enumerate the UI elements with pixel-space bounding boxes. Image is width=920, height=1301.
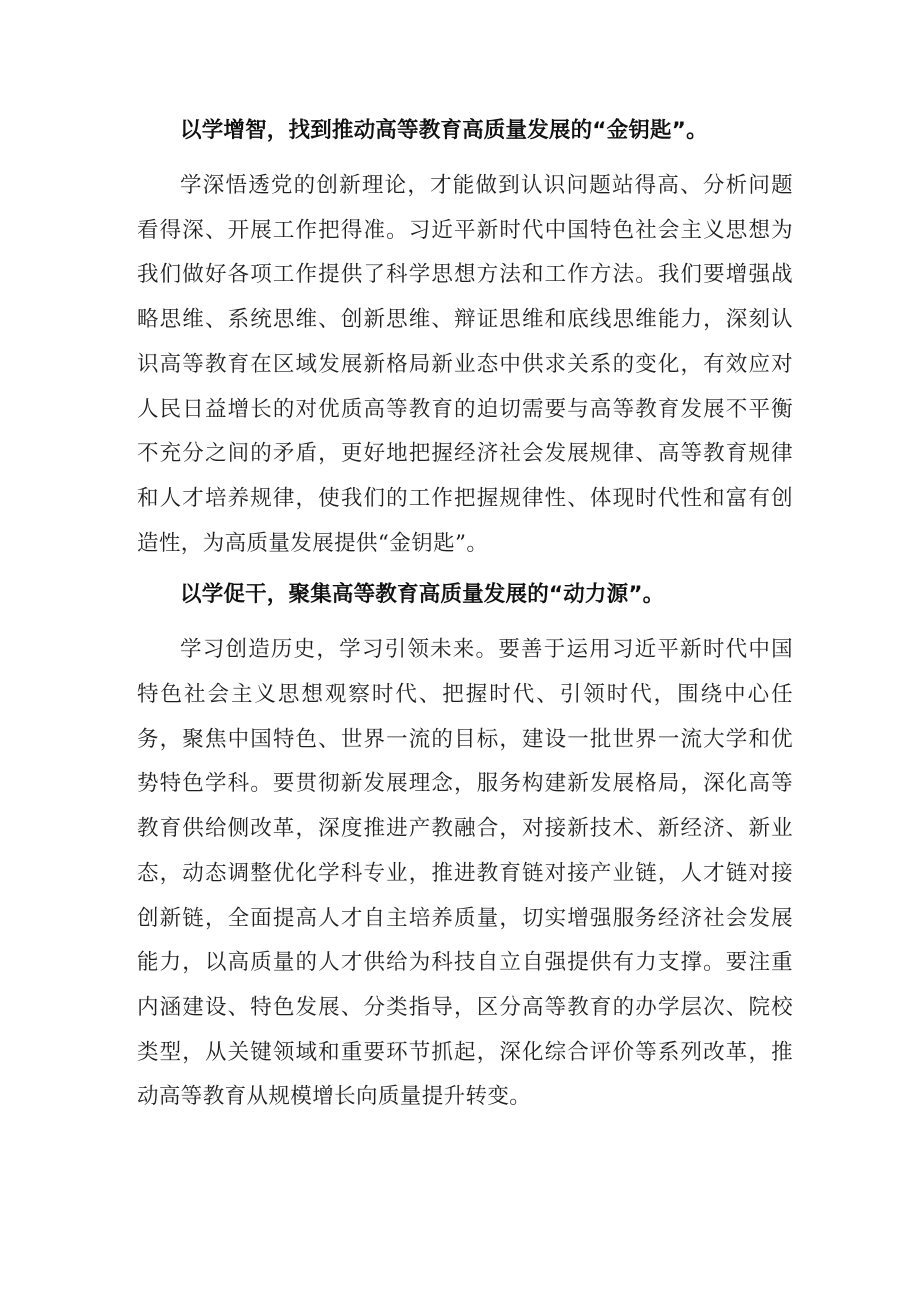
document-body [137, 112, 793, 1120]
section-heading-1: 以学增智，找到推动高等教育高质量发展的“金钥匙”。 [180, 118, 708, 143]
section-heading-2: 以学促干，聚集高等教育高质量发展的“动力源”。 [180, 582, 665, 608]
section-paragraph-2: 学习创造历史，学习引领未来。要善于运用习近平新时代中国特色社会主义思想观察时代、把握时代、引领时代，围绕中心任务，聚焦中国特色、世界一流的目标，建设一批世界一流大学和优势特色学科。要贯彻新发展理念，服务构建新发展格局，深化高等教育供给侧改革，深度推进产教融合，对接新技术、新经济、新业态，动态调整优化学科专业，推进教育链对接产业链，人才链对接创新链，全面提高人才自主培养质量，切实增强服务经济社会发展能力，以高质量的人才供给为科技自立自强提供有力支撑。要注重内涵建设、特色发展、分类指导，区分高等教育的办学层次、院校类型，从关键领域和重要环节抓起，深化综合评价等系列改革，推动高等教育从规模增长向质量提升转变。 [137, 637, 793, 1110]
section-paragraph-1: 学深悟透党的创新理论，才能做到认识问题站得高、分析问题看得深、开展工作把得准。习近平新时代中国特色社会主义思想为我们做好各项工作提供了科学思想方法和工作方法。我们要增强战略思维、系统思维、创新思维、辩证思维和底线思维能力，深刻认识高等教育在区域发展新格局新业态中供求关系的变化，有效应对人民日益增长的对优质高等教育的迫切需要与高等教育发展不平衡不充分之间的矛盾，更好地把握经济社会发展规律、高等教育规律和人才培养规律，使我们的工作把握规律性、体现时代性和富有创造性，为高质量发展提供“金钥匙”。 [137, 173, 793, 556]
